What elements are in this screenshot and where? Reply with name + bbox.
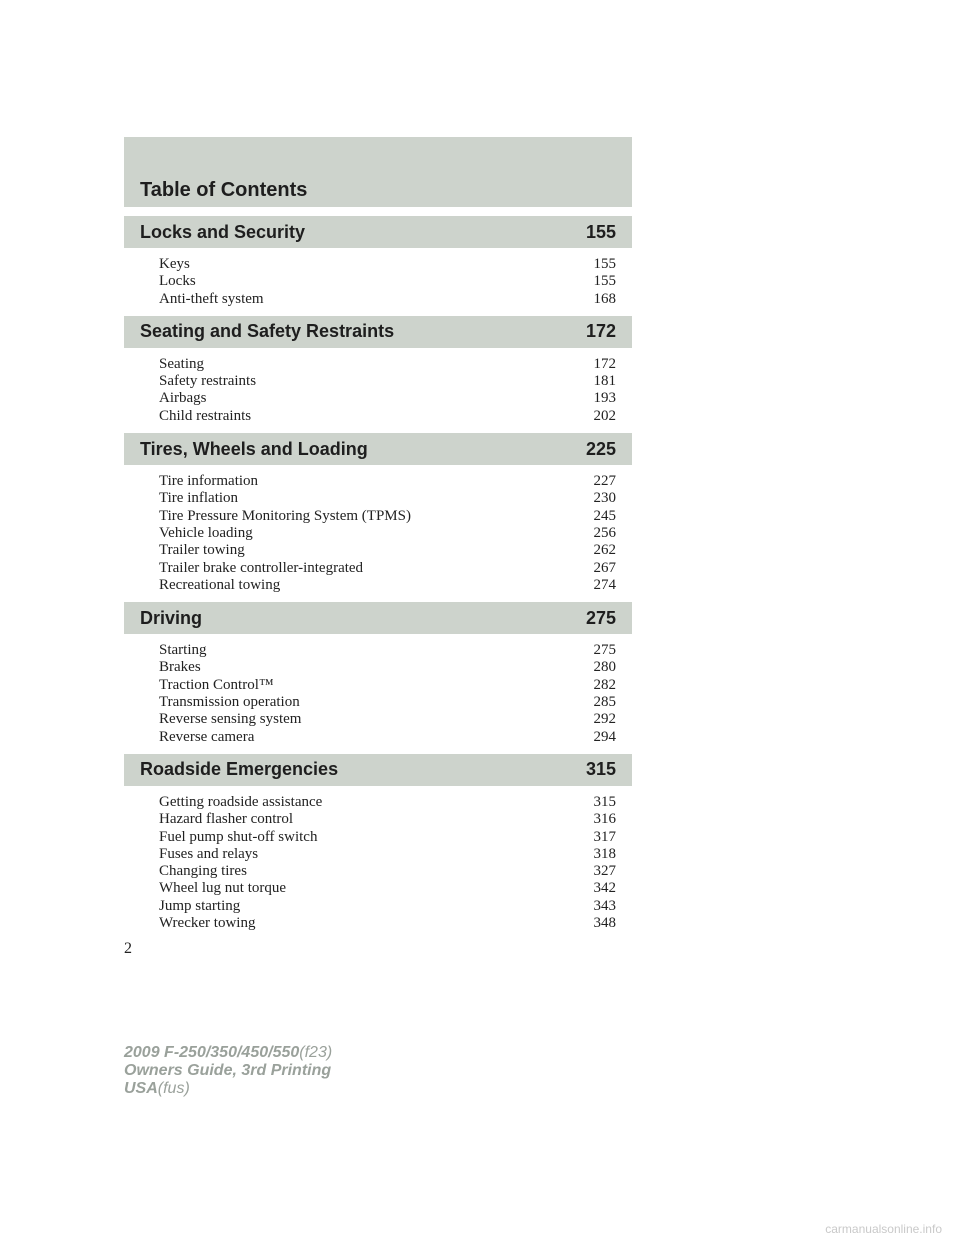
section-entries (124, 248, 632, 316)
toc-entry[interactable] (159, 577, 616, 594)
toc-entry[interactable] (159, 408, 616, 425)
toc-entry[interactable] (159, 291, 616, 308)
section-entries (124, 634, 632, 754)
entry-page: 317 (593, 828, 616, 845)
toc-entry[interactable] (159, 273, 616, 290)
toc-entry[interactable] (159, 898, 616, 915)
toc-entry[interactable] (159, 356, 616, 373)
watermark: carmanualsonline.info (825, 1222, 942, 1236)
toc-entry[interactable] (159, 829, 616, 846)
toc-entry[interactable] (159, 373, 616, 390)
section-header[interactable] (124, 216, 632, 248)
entry-label: Safety restraints (159, 373, 257, 390)
toc-entry[interactable] (159, 508, 616, 525)
entry-label: Jump starting (159, 897, 241, 914)
toc-entry[interactable] (159, 711, 616, 728)
section-header[interactable] (124, 602, 632, 634)
entry-label: Airbags (159, 390, 207, 407)
entry-label: Wheel lug nut torque (159, 880, 287, 897)
toc-entry[interactable] (159, 863, 616, 880)
toc-entry[interactable] (159, 560, 616, 577)
entry-page: 282 (593, 676, 616, 693)
entry-page: 274 (593, 576, 616, 593)
footer-market-code: (fus) (157, 1080, 190, 1097)
toc-entry[interactable] (159, 811, 616, 828)
entry-page: 267 (593, 559, 616, 576)
entry-label: Vehicle loading (159, 524, 253, 541)
entry-page: 294 (593, 728, 616, 745)
entry-page: 172 (593, 355, 616, 372)
toc-entry[interactable] (159, 659, 616, 676)
entry-label: Keys (159, 256, 190, 272)
table-of-contents (124, 216, 632, 940)
footer-guide: Owners Guide, 3rd Printing (124, 1062, 332, 1079)
footer-model-code: (f23) (299, 1044, 333, 1061)
entry-label: Trailer towing (159, 542, 245, 559)
footer-market: USA (124, 1080, 158, 1097)
section-entries (124, 786, 632, 940)
entry-label: Starting (159, 642, 207, 659)
toc-entry[interactable] (159, 677, 616, 694)
entry-label: Fuses and relays (159, 845, 259, 862)
toc-header (124, 137, 632, 207)
entry-page: 155 (593, 256, 616, 272)
entry-page: 280 (593, 659, 616, 676)
entry-label: Seating (159, 355, 204, 372)
entry-page: 262 (593, 542, 616, 559)
toc-entry[interactable] (159, 880, 616, 897)
entry-label: Brakes (159, 659, 201, 676)
section-page: 172 (585, 321, 616, 342)
toc-entry[interactable] (159, 642, 616, 659)
entry-page: 245 (593, 507, 616, 524)
entry-label: Trailer brake controller-integrated (159, 559, 364, 576)
toc-entry[interactable] (159, 542, 616, 559)
entry-page: 256 (593, 524, 616, 541)
footer-model: 2009 F-250/350/450/550 (124, 1044, 300, 1061)
entry-page: 193 (593, 390, 616, 407)
entry-label: Reverse camera (159, 728, 255, 745)
entry-page: 275 (593, 642, 616, 659)
entry-page: 316 (593, 811, 616, 828)
entry-label: Recreational towing (159, 576, 281, 593)
toc-entry[interactable] (159, 390, 616, 407)
entry-page: 342 (593, 880, 616, 897)
section-header[interactable] (124, 316, 632, 348)
entry-label: Tire inflation (159, 490, 239, 507)
section-title: Driving (140, 607, 203, 628)
entry-label: Changing tires (159, 863, 247, 880)
toc-entry[interactable] (159, 729, 616, 746)
section-entries (124, 348, 632, 433)
toc-entry[interactable] (159, 694, 616, 711)
toc-entry[interactable] (159, 490, 616, 507)
entry-label: Transmission operation (159, 694, 300, 711)
entry-page: 202 (593, 407, 616, 424)
entry-page: 292 (593, 711, 616, 728)
entry-page: 327 (593, 863, 616, 880)
section-title: Roadside Emergencies (140, 759, 339, 780)
toc-entry[interactable] (159, 915, 616, 932)
entry-page: 230 (593, 490, 616, 507)
entry-label: Tire Pressure Monitoring System (TPMS) (159, 507, 411, 524)
section-header[interactable] (124, 754, 632, 786)
section-page: 225 (585, 438, 616, 459)
toc-entry[interactable] (159, 794, 616, 811)
entry-page: 168 (593, 290, 616, 307)
section-header[interactable] (124, 433, 632, 465)
section-entries (124, 465, 632, 602)
document-footer (124, 1044, 332, 1098)
section-page: 155 (585, 221, 616, 242)
toc-entry[interactable] (159, 525, 616, 542)
entry-page: 343 (593, 897, 616, 914)
page-number: 2 (124, 940, 132, 957)
section-title: Locks and Security (140, 221, 306, 242)
entry-label: Traction Control™ (159, 676, 274, 693)
entry-page: 318 (593, 845, 616, 862)
section-title: Tires, Wheels and Loading (140, 438, 368, 459)
entry-label: Hazard flasher control (159, 811, 294, 828)
entry-label: Locks (159, 273, 196, 290)
page-title: Table of Contents (140, 179, 308, 201)
entry-page: 348 (593, 915, 616, 932)
entry-page: 181 (593, 373, 616, 390)
entry-label: Anti-theft system (159, 290, 264, 307)
toc-entry[interactable] (159, 473, 616, 490)
section-title: Seating and Safety Restraints (140, 321, 395, 342)
section-page: 275 (585, 607, 616, 628)
toc-entry[interactable] (159, 846, 616, 863)
entry-label: Getting roadside assistance (159, 793, 323, 810)
entry-label: Tire information (159, 473, 259, 490)
entry-page: 155 (593, 273, 616, 290)
entry-label: Reverse sensing system (159, 711, 302, 728)
entry-page: 285 (593, 694, 616, 711)
entry-label: Wrecker towing (159, 915, 256, 932)
toc-entry[interactable] (159, 256, 616, 273)
entry-label: Child restraints (159, 407, 252, 424)
entry-page: 227 (593, 473, 616, 490)
section-page: 315 (585, 759, 616, 780)
entry-page: 315 (593, 793, 616, 810)
entry-label: Fuel pump shut-off switch (159, 828, 318, 845)
